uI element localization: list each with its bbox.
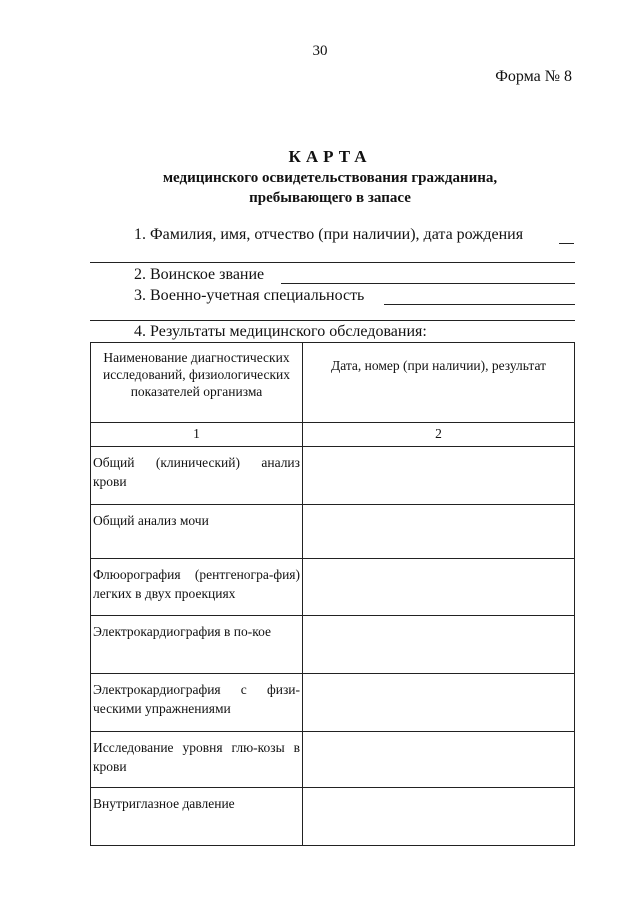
title-main: КАРТА (288, 147, 372, 166)
table-row (91, 732, 575, 788)
field-1-label: 1. Фамилия, имя, отчество (при наличии), дата рождения (134, 226, 524, 243)
row-value-urine-test[interactable] (303, 505, 575, 559)
row-value-glucose[interactable] (303, 732, 575, 788)
table-row (91, 788, 575, 846)
field-2-label: 2. Воинское звание (134, 266, 265, 283)
row-value-eye-pressure[interactable] (303, 788, 575, 846)
field-1-continuation-line[interactable] (90, 262, 575, 263)
field-2-input-line[interactable] (281, 283, 575, 284)
field-3-input-line[interactable] (384, 304, 575, 305)
table-row (91, 616, 575, 674)
column-number-row (91, 423, 575, 447)
form-number: Форма № 8 (495, 68, 572, 85)
row-label-urine-test: Общий анализ мочи (91, 505, 303, 559)
page-number: 30 (312, 43, 328, 59)
row-value-ecg-rest[interactable] (303, 616, 575, 674)
row-label-fluorography: Флюорография (рентгеногра-фия) легких в двух проекциях (91, 559, 303, 616)
row-value-blood-test[interactable] (303, 447, 575, 505)
row-label-glucose: Исследование уровня глю-козы в крови (91, 732, 303, 788)
row-label-ecg-rest: Электрокардиография в по-кое (91, 616, 303, 674)
field-3-continuation-line[interactable] (90, 320, 575, 321)
results-table (90, 342, 575, 846)
row-value-ecg-exercise[interactable] (303, 674, 575, 732)
table-row (91, 559, 575, 616)
field-4-label: 4. Результаты медицинского обследования: (134, 323, 427, 340)
table-row (91, 674, 575, 732)
document-title (90, 146, 570, 208)
column-number-2: 2 (303, 423, 575, 447)
table-row (91, 447, 575, 505)
title-line-2: пребывающего в запасе (249, 190, 411, 206)
column-number-1: 1 (91, 423, 303, 447)
header-col-2: Дата, номер (при наличии), результат (303, 343, 575, 423)
table-row (91, 505, 575, 559)
row-label-eye-pressure: Внутриглазное давление (91, 788, 303, 846)
header-col-1: Наименование диагностических исследований, физиологических показателей организма (91, 343, 303, 423)
field-1-input-line[interactable] (559, 243, 574, 244)
field-3-label: 3. Военно-учетная специальность (134, 287, 365, 304)
table-header-row (91, 343, 575, 423)
row-label-ecg-exercise: Электрокардиография с физи-ческими упражнениями (91, 674, 303, 732)
title-line-1: медицинского освидетельствования гражданина, (162, 170, 498, 186)
row-label-blood-test: Общий (клинический) анализ крови (91, 447, 303, 505)
row-value-fluorography[interactable] (303, 559, 575, 616)
